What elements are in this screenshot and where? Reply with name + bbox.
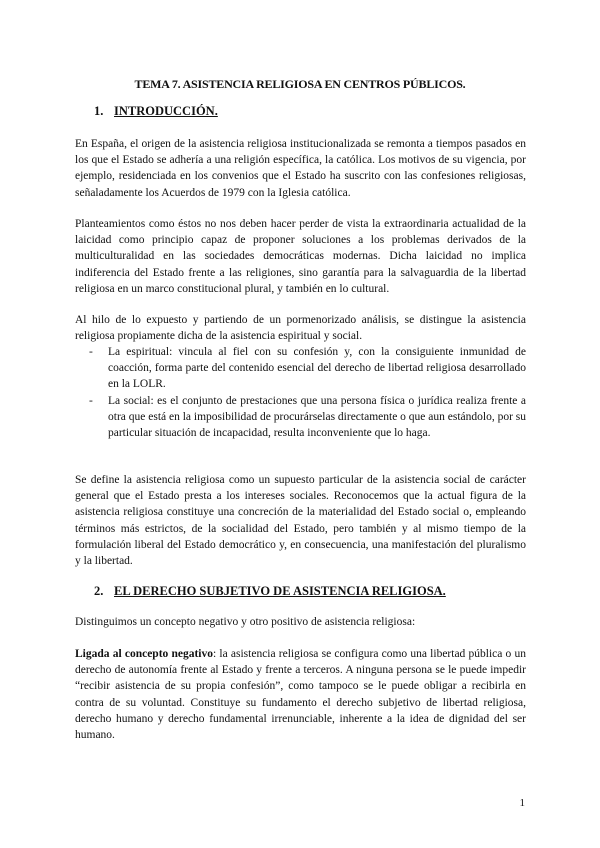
paragraph-concepto-negativo [75, 646, 526, 743]
section-title: INTRODUCCIÓN. [114, 104, 218, 118]
bullet-list [75, 344, 526, 441]
concept-text: : la asistencia religiosa se configura como una libertad pública o un derecho de autonomía frente al Estado y frente a terceros. A ninguna persona se le puede impedir “recibir asistencia de su propia confesión”, como tampoco se le puede obligar a recibirla en contra de su voluntad. Constituye su fundamento el derecho subjetivo de libertad religiosa, derecho humano y derecho fundamental irrenunciable, inherente a la idea de dignidad del ser humano. [75, 648, 526, 742]
section-heading-derecho-subjetivo [94, 584, 446, 599]
section-number: 2. [94, 584, 104, 598]
list-item [75, 344, 526, 393]
bullet-text: La espiritual: vincula al fiel con su confesión y, con la consiguiente inmunidad de coacción, forma parte del contenido esencial del derecho de libertad religiosa desarrollado en la LOLR. [108, 346, 526, 391]
bullet-text: La social: es el conjunto de prestaciones que una persona física o jurídica realiza frente a otra que está en la imposibilidad de procurárselas directamente o que aun estándolo, por su particular situación de incapacidad, resulta inconveniente que lo haga. [108, 394, 527, 440]
paragraph-distincion: Al hilo de lo expuesto y partiendo de un pormenorizado análisis, se distingue la asistencia religiosa propiamente dicha de la asistencia espiritual y social. [75, 314, 526, 343]
bullet-dash: - [89, 346, 93, 358]
concept-lead: Ligada al concepto negativo [75, 648, 214, 660]
paragraph-definicion: Se define la asistencia religiosa como un supuesto particular de la asistencia social de carácter general que el Estado presta a los intereses sociales. Reconocemos que la actual figura de la asistencia religiosa constituye una concreción de la materialidad del Estado social o, empleando términos más estrictos, de la socialidad del Estado, pero también y al mismo tiempo de la formulación liberal del Estado democrático y, en consecuencia, una manifestación del pluralismo y la libertad. [75, 474, 526, 568]
document-title: TEMA 7. ASISTENCIA RELIGIOSA EN CENTROS PÚBLICOS. [134, 77, 466, 91]
paragraph-conceptos: Distinguimos un concepto negativo y otro positivo de asistencia religiosa: [75, 616, 416, 628]
list-item [75, 393, 526, 442]
section-heading-introduccion [94, 104, 218, 119]
paragraph-laicidad: Planteamientos como éstos no nos deben hacer perder de vista la extraordinaria actualidad de la laicidad como principio capaz de proponer soluciones a los problemas derivados de la multiculturalidad en las sociedades democráticas modernas. Dicha laicidad no implica indiferencia del Estado frente a las religiones, sino garantía para la salvaguardia de la libertad religiosa en un marco constitucional plural, y también en lo cultural. [75, 218, 526, 295]
bullet-dash: - [89, 394, 93, 407]
paragraph-origen: En España, el origen de la asistencia religiosa institucionalizada se remonta a tiempos pasados en los que el Estado se adhería a una religión específica, la católica. Los motivos de su vigencia, por ejemplo, residenciada en los convenios que el Estado ha suscrito con las confesiones religiosas, señaladamente los Acuerdos de 1979 con la Iglesia católica. [75, 138, 526, 199]
section-title: EL DERECHO SUBJETIVO DE ASISTENCIA RELIGIOSA. [114, 584, 446, 598]
section-number: 1. [94, 104, 104, 118]
page-number: 1 [519, 797, 525, 809]
